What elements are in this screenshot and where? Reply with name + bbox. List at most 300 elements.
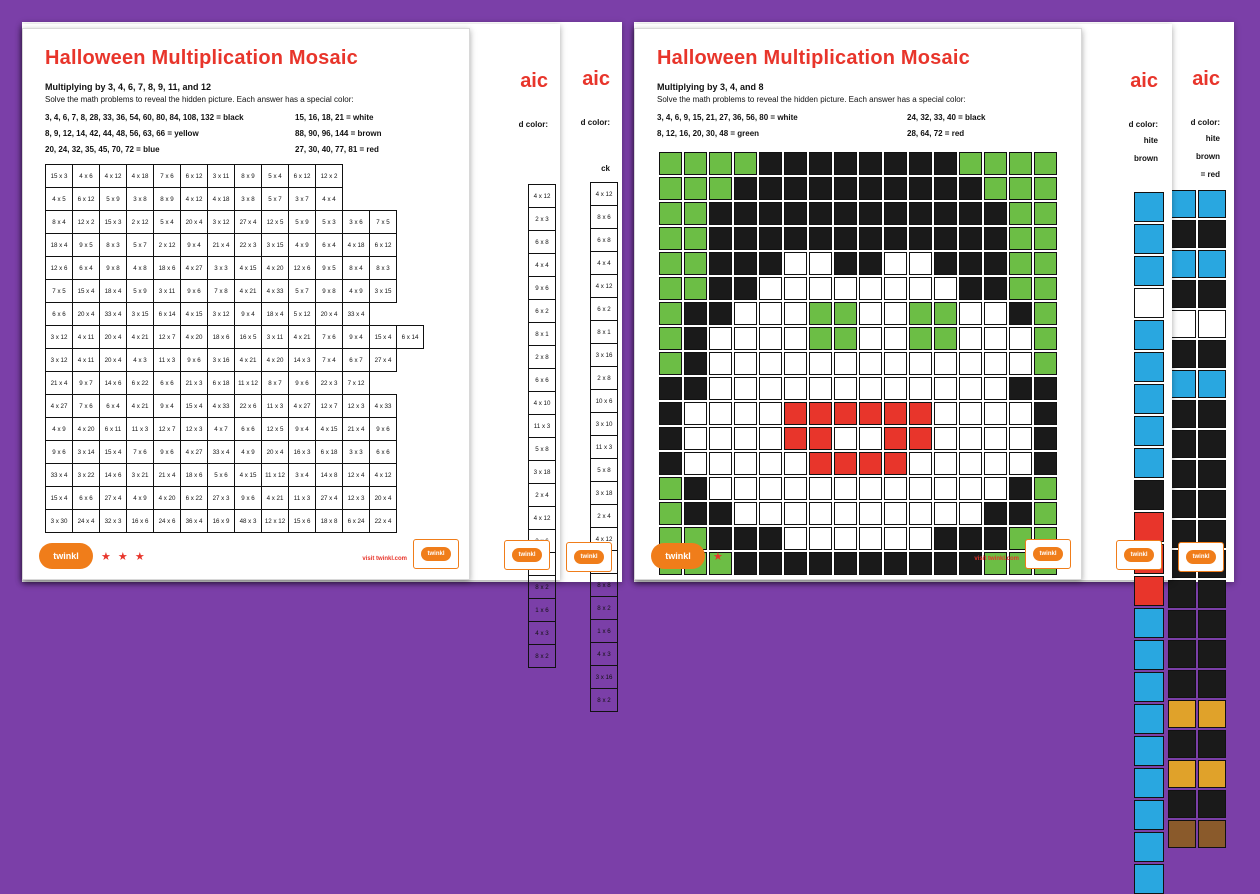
mosaic-pixel[interactable] (984, 427, 1007, 450)
grid-cell[interactable]: 12 x 2 (316, 165, 343, 188)
grid-cell[interactable]: 8 x 2 (591, 597, 618, 620)
mosaic-pixel[interactable] (1198, 370, 1226, 398)
mosaic-pixel[interactable] (1134, 288, 1164, 318)
mosaic-pixel[interactable] (984, 352, 1007, 375)
mosaic-pixel[interactable] (809, 252, 832, 275)
grid-cell[interactable]: 5 x 9 (100, 188, 127, 211)
mosaic-pixel[interactable] (1134, 736, 1164, 766)
grid-cell[interactable]: 4 x 4 (591, 252, 618, 275)
mosaic-pixel[interactable] (1134, 832, 1164, 862)
grid-cell[interactable]: 22 x 4 (370, 510, 397, 533)
grid-cell[interactable]: 18 x 4 (100, 280, 127, 303)
grid-cell[interactable]: 21 x 4 (46, 372, 73, 395)
mosaic-pixel[interactable] (809, 427, 832, 450)
mosaic-pixel[interactable] (1034, 327, 1057, 350)
mosaic-picture[interactable] (659, 152, 1057, 575)
mosaic-pixel[interactable] (834, 302, 857, 325)
grid-cell[interactable]: 12 x 7 (154, 418, 181, 441)
grid-cell[interactable]: 12 x 6 (289, 257, 316, 280)
mosaic-pixel[interactable] (784, 227, 807, 250)
grid-cell[interactable]: 2 x 12 (127, 211, 154, 234)
mosaic-pixel[interactable] (659, 427, 682, 450)
grid-cell[interactable]: 3 x 18 (591, 482, 618, 505)
grid-cell[interactable]: 12 x 4 (343, 464, 370, 487)
grid-cell[interactable]: 4 x 9 (289, 234, 316, 257)
grid-cell[interactable]: 12 x 12 (262, 510, 289, 533)
mosaic-pixel[interactable] (834, 327, 857, 350)
mosaic-pixel[interactable] (759, 452, 782, 475)
mosaic-pixel[interactable] (1009, 477, 1032, 500)
grid-cell[interactable]: 15 x 4 (181, 395, 208, 418)
grid-cell[interactable]: 33 x 4 (208, 441, 235, 464)
mosaic-pixel[interactable] (759, 477, 782, 500)
mosaic-pixel[interactable] (809, 477, 832, 500)
twinkl-badge[interactable] (1025, 539, 1071, 569)
grid-cell[interactable]: 11 x 3 (127, 418, 154, 441)
grid-cell[interactable]: 9 x 8 (316, 280, 343, 303)
grid-cell[interactable]: 4 x 6 (73, 165, 100, 188)
grid-cell[interactable]: 8 x 4 (343, 257, 370, 280)
mosaic-pixel[interactable] (1034, 177, 1057, 200)
mosaic-pixel[interactable] (1198, 400, 1226, 428)
twinkl-badge[interactable] (413, 539, 459, 569)
mosaic-pixel[interactable] (984, 152, 1007, 175)
mosaic-pixel[interactable] (1034, 277, 1057, 300)
grid-cell[interactable]: 4 x 20 (73, 418, 100, 441)
grid-cell[interactable]: 15 x 4 (73, 280, 100, 303)
mosaic-pixel[interactable] (1034, 402, 1057, 425)
mosaic-pixel[interactable] (884, 302, 907, 325)
mosaic-pixel[interactable] (1168, 190, 1196, 218)
grid-cell[interactable]: 4 x 9 (46, 418, 73, 441)
twinkl-logo[interactable]: twinkl (651, 543, 705, 569)
grid-cell[interactable]: 3 x 16 (591, 666, 618, 689)
grid-cell[interactable]: 4 x 18 (127, 165, 154, 188)
grid-cell[interactable]: 5 x 6 (208, 464, 235, 487)
mosaic-pixel[interactable] (834, 452, 857, 475)
grid-cell[interactable]: 4 x 21 (127, 395, 154, 418)
mosaic-pixel[interactable] (834, 177, 857, 200)
grid-cell[interactable]: 18 x 6 (154, 257, 181, 280)
grid-cell[interactable]: 8 x 2 (529, 645, 556, 668)
mosaic-pixel[interactable] (684, 377, 707, 400)
grid-cell[interactable]: 4 x 12 (100, 165, 127, 188)
mosaic-pixel[interactable] (959, 277, 982, 300)
mosaic-pixel[interactable] (784, 177, 807, 200)
grid-cell[interactable]: 4 x 20 (262, 349, 289, 372)
mosaic-pixel[interactable] (959, 227, 982, 250)
grid-cell[interactable]: 3 x 12 (46, 349, 73, 372)
mosaic-pixel[interactable] (1168, 700, 1196, 728)
mosaic-pixel[interactable] (834, 427, 857, 450)
grid-cell[interactable]: 9 x 4 (154, 395, 181, 418)
mosaic-pixel[interactable] (1134, 672, 1164, 702)
mosaic-pixel[interactable] (1034, 477, 1057, 500)
mosaic-pixel[interactable] (909, 302, 932, 325)
mosaic-pixel[interactable] (1198, 460, 1226, 488)
grid-cell[interactable]: 21 x 4 (343, 418, 370, 441)
grid-cell[interactable]: 8 x 8 (591, 574, 618, 597)
grid-cell[interactable]: 6 x 18 (208, 372, 235, 395)
visit-link[interactable]: visit twinkl.com (362, 556, 407, 562)
grid-cell[interactable]: 14 x 8 (316, 464, 343, 487)
mosaic-pixel[interactable] (859, 152, 882, 175)
mosaic-pixel[interactable] (1168, 370, 1196, 398)
grid-cell[interactable]: 33 x 4 (343, 303, 370, 326)
grid-cell[interactable]: 5 x 8 (591, 459, 618, 482)
grid-cell[interactable]: 4 x 21 (289, 326, 316, 349)
mosaic-pixel[interactable] (1168, 250, 1196, 278)
strip-grid-a[interactable] (590, 182, 618, 712)
grid-cell[interactable]: 9 x 8 (100, 257, 127, 280)
grid-cell[interactable]: 20 x 4 (73, 303, 100, 326)
grid-cell[interactable]: 6 x 22 (127, 372, 154, 395)
grid-cell[interactable]: 12 x 3 (343, 487, 370, 510)
grid-cell[interactable]: 27 x 3 (208, 487, 235, 510)
mosaic-pixel[interactable] (1034, 377, 1057, 400)
grid-cell[interactable]: 20 x 4 (100, 326, 127, 349)
mosaic-pixel[interactable] (1009, 402, 1032, 425)
grid-cell[interactable]: 3 x 30 (46, 510, 73, 533)
mosaic-pixel[interactable] (659, 502, 682, 525)
mosaic-pixel[interactable] (934, 502, 957, 525)
mosaic-pixel[interactable] (784, 427, 807, 450)
mosaic-pixel[interactable] (909, 477, 932, 500)
grid-cell[interactable]: 11 x 3 (154, 349, 181, 372)
mosaic-pixel[interactable] (1134, 480, 1164, 510)
grid-cell[interactable]: 12 x 5 (262, 211, 289, 234)
mosaic-pixel[interactable] (909, 177, 932, 200)
grid-cell[interactable]: 6 x 12 (73, 188, 100, 211)
mosaic-pixel[interactable] (1009, 452, 1032, 475)
mosaic-pixel[interactable] (734, 152, 757, 175)
grid-cell[interactable]: 9 x 5 (73, 234, 100, 257)
grid-cell[interactable]: 11 x 3 (262, 395, 289, 418)
mosaic-pixel[interactable] (809, 452, 832, 475)
grid-cell[interactable]: 4 x 27 (181, 257, 208, 280)
mosaic-pixel[interactable] (784, 302, 807, 325)
mosaic-pixel[interactable] (734, 427, 757, 450)
mosaic-pixel[interactable] (784, 502, 807, 525)
grid-cell[interactable]: 6 x 4 (100, 395, 127, 418)
mosaic-pixel[interactable] (1009, 327, 1032, 350)
grid-cell[interactable]: 9 x 6 (46, 441, 73, 464)
mosaic-pixel[interactable] (659, 352, 682, 375)
grid-cell[interactable]: 9 x 6 (370, 418, 397, 441)
mosaic-pixel[interactable] (984, 177, 1007, 200)
grid-cell[interactable]: 6 x 24 (343, 510, 370, 533)
grid-cell[interactable]: 6 x 8 (591, 229, 618, 252)
mosaic-pixel[interactable] (809, 402, 832, 425)
mosaic-pixel[interactable] (834, 277, 857, 300)
twinkl-badge[interactable] (504, 540, 550, 570)
grid-cell[interactable]: 2 x 8 (529, 346, 556, 369)
grid-cell[interactable]: 6 x 12 (181, 165, 208, 188)
grid-cell[interactable]: 6 x 11 (100, 418, 127, 441)
mosaic-pixel[interactable] (809, 277, 832, 300)
mosaic-pixel[interactable] (684, 427, 707, 450)
mosaic-pixel[interactable] (1168, 220, 1196, 248)
grid-cell[interactable]: 27 x 4 (235, 211, 262, 234)
grid-cell[interactable]: 4 x 27 (289, 395, 316, 418)
mosaic-pixel[interactable] (1009, 277, 1032, 300)
mosaic-pixel[interactable] (984, 402, 1007, 425)
mosaic-pixel[interactable] (1198, 760, 1226, 788)
mosaic-pixel[interactable] (734, 202, 757, 225)
grid-cell[interactable]: 3 x 15 (127, 303, 154, 326)
twinkl-logo[interactable]: twinkl (39, 543, 93, 569)
mosaic-pixel[interactable] (784, 477, 807, 500)
mosaic-pixel[interactable] (959, 302, 982, 325)
mosaic-pixel[interactable] (1168, 730, 1196, 758)
grid-cell[interactable]: 6 x 14 (154, 303, 181, 326)
mosaic-pixel[interactable] (834, 202, 857, 225)
twinkl-badge[interactable] (1116, 540, 1162, 570)
grid-cell[interactable]: 5 x 3 (316, 211, 343, 234)
mosaic-pixel[interactable] (934, 277, 957, 300)
grid-cell[interactable]: 3 x 16 (208, 349, 235, 372)
grid-cell[interactable]: 4 x 3 (529, 622, 556, 645)
mosaic-pixel[interactable] (784, 327, 807, 350)
grid-cell[interactable]: 18 x 6 (208, 326, 235, 349)
grid-cell[interactable]: 8 x 2 (591, 689, 618, 712)
grid-cell[interactable]: 6 x 22 (181, 487, 208, 510)
mosaic-pixel[interactable] (784, 277, 807, 300)
left-front-sheet[interactable] (22, 28, 470, 580)
grid-cell[interactable]: 3 x 7 (289, 188, 316, 211)
mosaic-pixel[interactable] (1134, 256, 1164, 286)
mosaic-pixel[interactable] (759, 352, 782, 375)
mosaic-pixel[interactable] (984, 252, 1007, 275)
grid-cell[interactable]: 33 x 4 (100, 303, 127, 326)
mosaic-pixel[interactable] (734, 277, 757, 300)
grid-cell[interactable]: 4 x 9 (235, 441, 262, 464)
mosaic-pixel[interactable] (659, 377, 682, 400)
mosaic-pixel[interactable] (659, 202, 682, 225)
mosaic-pixel[interactable] (734, 402, 757, 425)
grid-cell[interactable]: 6 x 4 (316, 234, 343, 257)
mosaic-pixel[interactable] (734, 502, 757, 525)
grid-cell[interactable]: 4 x 27 (46, 395, 73, 418)
grid-cell[interactable]: 7 x 6 (127, 441, 154, 464)
grid-cell[interactable]: 7 x 6 (73, 395, 100, 418)
mosaic-pixel[interactable] (784, 377, 807, 400)
grid-cell[interactable]: 20 x 4 (316, 303, 343, 326)
mosaic-pixel[interactable] (1168, 310, 1196, 338)
grid-cell[interactable]: 9 x 4 (289, 418, 316, 441)
mosaic-pixel[interactable] (709, 452, 732, 475)
mosaic-pixel[interactable] (784, 452, 807, 475)
mosaic-pixel[interactable] (784, 202, 807, 225)
grid-cell[interactable]: 9 x 6 (154, 441, 181, 464)
mosaic-pixel[interactable] (959, 327, 982, 350)
mosaic-pixel[interactable] (859, 252, 882, 275)
mosaic-pixel[interactable] (884, 352, 907, 375)
mosaic-pixel[interactable] (759, 177, 782, 200)
mosaic-pixel[interactable] (684, 252, 707, 275)
grid-cell[interactable]: 20 x 4 (370, 487, 397, 510)
mosaic-pixel[interactable] (1034, 352, 1057, 375)
grid-cell[interactable]: 5 x 7 (262, 188, 289, 211)
grid-cell[interactable]: 27 x 4 (100, 487, 127, 510)
mosaic-pixel[interactable] (759, 152, 782, 175)
mosaic-pixel[interactable] (734, 352, 757, 375)
mosaic-pixel[interactable] (759, 377, 782, 400)
grid-cell[interactable]: 3 x 8 (127, 188, 154, 211)
grid-cell[interactable]: 7 x 12 (343, 372, 370, 395)
grid-cell[interactable]: 4 x 9 (127, 487, 154, 510)
mosaic-pixel[interactable] (1134, 320, 1164, 350)
grid-cell[interactable]: 5 x 7 (127, 234, 154, 257)
mosaic-pixel[interactable] (1009, 502, 1032, 525)
mosaic-pixel[interactable] (684, 152, 707, 175)
mosaic-pixel[interactable] (909, 377, 932, 400)
grid-cell[interactable]: 2 x 8 (591, 367, 618, 390)
mosaic-pixel[interactable] (1198, 310, 1226, 338)
mosaic-pixel[interactable] (934, 352, 957, 375)
mosaic-pixel[interactable] (1134, 608, 1164, 638)
mosaic-pixel[interactable] (909, 202, 932, 225)
grid-cell[interactable]: 11 x 3 (289, 487, 316, 510)
mosaic-pixel[interactable] (659, 177, 682, 200)
mosaic-pixel[interactable] (859, 177, 882, 200)
mosaic-pixel[interactable] (759, 252, 782, 275)
grid-cell[interactable]: 4 x 21 (235, 349, 262, 372)
grid-cell[interactable]: 5 x 9 (127, 280, 154, 303)
mosaic-pixel[interactable] (884, 327, 907, 350)
grid-cell[interactable]: 32 x 3 (100, 510, 127, 533)
grid-cell[interactable]: 16 x 6 (127, 510, 154, 533)
mosaic-pixel[interactable] (909, 152, 932, 175)
mosaic-pixel[interactable] (1009, 377, 1032, 400)
grid-cell[interactable]: 12 x 5 (262, 418, 289, 441)
grid-cell[interactable]: 8 x 3 (370, 257, 397, 280)
grid-cell[interactable]: 6 x 6 (529, 369, 556, 392)
grid-cell[interactable]: 9 x 4 (181, 234, 208, 257)
mosaic-pixel[interactable] (709, 152, 732, 175)
mosaic-pixel[interactable] (884, 477, 907, 500)
grid-cell[interactable]: 9 x 6 (289, 372, 316, 395)
mosaic-pixel[interactable] (1134, 192, 1164, 222)
mosaic-pixel[interactable] (784, 152, 807, 175)
mosaic-pixel[interactable] (909, 277, 932, 300)
visit-link[interactable]: visit twinkl.com (974, 556, 1019, 562)
grid-cell[interactable]: 4 x 3 (127, 349, 154, 372)
grid-cell[interactable]: 6 x 18 (316, 441, 343, 464)
mosaic-pixel[interactable] (859, 352, 882, 375)
mosaic-pixel[interactable] (959, 452, 982, 475)
grid-cell[interactable]: 11 x 12 (262, 464, 289, 487)
mosaic-pixel[interactable] (734, 477, 757, 500)
grid-cell[interactable]: 6 x 2 (529, 300, 556, 323)
mosaic-pixel[interactable] (1009, 302, 1032, 325)
mosaic-pixel[interactable] (684, 177, 707, 200)
mosaic-pixel[interactable] (1134, 864, 1164, 894)
mosaic-pixel[interactable] (709, 427, 732, 450)
mosaic-pixel[interactable] (659, 252, 682, 275)
mosaic-pixel[interactable] (1009, 202, 1032, 225)
mosaic-pixel[interactable] (1198, 250, 1226, 278)
grid-cell[interactable]: 12 x 6 (46, 257, 73, 280)
mosaic-pixel[interactable] (984, 327, 1007, 350)
mosaic-pixel[interactable] (809, 152, 832, 175)
mosaic-pixel[interactable] (659, 227, 682, 250)
mosaic-pixel[interactable] (1198, 280, 1226, 308)
mosaic-pixel[interactable] (884, 502, 907, 525)
grid-cell[interactable]: 3 x 15 (262, 234, 289, 257)
mosaic-pixel[interactable] (759, 227, 782, 250)
mosaic-pixel[interactable] (684, 402, 707, 425)
mosaic-pixel[interactable] (1198, 820, 1226, 848)
mosaic-pixel[interactable] (1034, 502, 1057, 525)
mosaic-pixel[interactable] (834, 477, 857, 500)
mosaic-pixel[interactable] (684, 302, 707, 325)
mosaic-pixel[interactable] (1198, 190, 1226, 218)
grid-cell[interactable]: 5 x 12 (289, 303, 316, 326)
mosaic-pixel[interactable] (809, 352, 832, 375)
grid-cell[interactable]: 16 x 9 (208, 510, 235, 533)
mosaic-pixel[interactable] (809, 302, 832, 325)
grid-cell[interactable]: 8 x 1 (591, 321, 618, 344)
mosaic-pixel[interactable] (834, 402, 857, 425)
grid-cell[interactable]: 15 x 4 (370, 326, 397, 349)
grid-cell[interactable]: 9 x 6 (235, 487, 262, 510)
mosaic-pixel[interactable] (934, 302, 957, 325)
grid-cell[interactable]: 3 x 11 (262, 326, 289, 349)
grid-cell[interactable]: 48 x 3 (235, 510, 262, 533)
mosaic-pixel[interactable] (909, 452, 932, 475)
mosaic-pixel[interactable] (659, 477, 682, 500)
mosaic-pixel[interactable] (1009, 427, 1032, 450)
mosaic-pixel[interactable] (959, 427, 982, 450)
mosaic-pixel[interactable] (709, 402, 732, 425)
grid-cell[interactable]: 11 x 12 (235, 372, 262, 395)
grid-cell[interactable]: 21 x 3 (181, 372, 208, 395)
grid-cell[interactable]: 8 x 3 (100, 234, 127, 257)
grid-cell[interactable]: 6 x 6 (235, 418, 262, 441)
grid-cell[interactable]: 4 x 12 (529, 507, 556, 530)
grid-cell[interactable]: 8 x 6 (591, 206, 618, 229)
mosaic-pixel[interactable] (709, 177, 732, 200)
grid-cell[interactable]: 3 x 16 (591, 344, 618, 367)
mosaic-pixel[interactable] (709, 477, 732, 500)
grid-cell[interactable]: 22 x 3 (316, 372, 343, 395)
mosaic-pixel[interactable] (909, 327, 932, 350)
grid-cell[interactable]: 3 x 4 (289, 464, 316, 487)
mosaic-pixel[interactable] (759, 402, 782, 425)
grid-cell[interactable]: 27 x 4 (316, 487, 343, 510)
mosaic-pixel[interactable] (1198, 430, 1226, 458)
mosaic-pixel[interactable] (834, 252, 857, 275)
grid-cell[interactable]: 4 x 20 (262, 257, 289, 280)
grid-cell[interactable]: 3 x 12 (46, 326, 73, 349)
mosaic-pixel[interactable] (1134, 448, 1164, 478)
grid-cell[interactable]: 3 x 11 (154, 280, 181, 303)
twinkl-badge[interactable] (1178, 542, 1224, 572)
mosaic-pixel[interactable] (1034, 202, 1057, 225)
mosaic-pixel[interactable] (1009, 352, 1032, 375)
grid-cell[interactable]: 2 x 4 (529, 484, 556, 507)
grid-cell[interactable]: 9 x 7 (73, 372, 100, 395)
grid-cell[interactable]: 10 x 6 (591, 390, 618, 413)
mosaic-pixel[interactable] (1034, 427, 1057, 450)
mosaic-pixel[interactable] (1198, 490, 1226, 518)
mosaic-pixel[interactable] (859, 402, 882, 425)
mosaic-pixel[interactable] (709, 352, 732, 375)
grid-cell[interactable]: 6 x 8 (529, 231, 556, 254)
mosaic-pixel[interactable] (1134, 352, 1164, 382)
grid-cell[interactable]: 4 x 3 (591, 643, 618, 666)
